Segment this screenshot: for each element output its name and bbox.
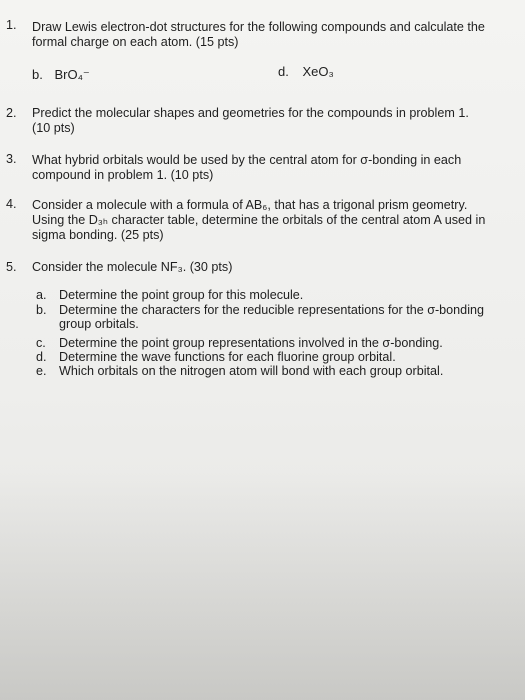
subpart-label: e. <box>36 364 47 378</box>
subpart-5c <box>36 336 516 351</box>
question-1 <box>6 18 525 50</box>
subpart-label: a. <box>36 288 47 302</box>
subpart-text <box>59 364 443 378</box>
part-label: b. <box>32 67 43 82</box>
subpart-label: c. <box>36 336 46 350</box>
subpart-5b <box>36 303 521 333</box>
question-number: 4. <box>6 197 17 211</box>
question-number: 1. <box>6 18 17 32</box>
question-line: Using the D₃ₕ character table, determine the orbitals of the central atom A used in <box>32 213 486 227</box>
part-formula: BrO₄⁻ <box>54 67 90 82</box>
subpart-line: Determine the wave functions for each fluorine group orbital. <box>59 350 396 364</box>
question-line: Consider the molecule NF₃. (30 pts) <box>32 260 233 274</box>
subpart-line: Which orbitals on the nitrogen atom will bond with each group orbital. <box>59 364 444 378</box>
photo-shadow <box>0 470 525 700</box>
subpart-text <box>59 303 484 331</box>
subpart-5e <box>36 364 516 379</box>
question-text <box>32 198 485 243</box>
part-1b <box>32 67 90 83</box>
question-4 <box>6 197 525 245</box>
question-5 <box>6 260 525 278</box>
question-line: Consider a molecule with a formula of AB₆, that has a trigonal prism geometry. <box>32 198 468 212</box>
question-line: formal charge on each atom. (15 pts) <box>32 35 239 49</box>
question-text <box>32 260 232 275</box>
question-line: Predict the molecular shapes and geometries for the compounds in problem 1. <box>32 106 469 120</box>
part-label: d. <box>278 64 289 79</box>
question-number: 3. <box>6 152 17 166</box>
subpart-line: Determine the point group for this molecule. <box>59 288 304 302</box>
subpart-5a <box>36 288 516 303</box>
question-line: What hybrid orbitals would be used by the central atom for σ-bonding in each <box>32 153 462 167</box>
subpart-5d <box>36 350 516 365</box>
subpart-text <box>59 350 396 364</box>
question-text <box>32 153 461 183</box>
subpart-text <box>59 336 443 350</box>
question-text <box>32 20 485 50</box>
subpart-line: Determine the point group representations involved in the σ-bonding. <box>59 336 443 350</box>
part-formula: XeO₃ <box>302 64 334 79</box>
question-line: compound in problem 1. (10 pts) <box>32 168 214 182</box>
question-text <box>32 106 469 136</box>
question-number: 2. <box>6 106 17 120</box>
question-number: 5. <box>6 260 17 274</box>
question-2 <box>6 106 525 138</box>
question-3 <box>6 152 525 184</box>
part-1d <box>278 64 334 79</box>
question-line: Draw Lewis electron-dot structures for the following compounds and calculate the <box>32 20 485 34</box>
subpart-line: Determine the characters for the reducible representations for the σ-bonding <box>59 303 484 317</box>
subpart-line: group orbitals. <box>59 317 139 331</box>
question-line: sigma bonding. (25 pts) <box>32 228 164 242</box>
subpart-text <box>59 288 303 302</box>
subpart-label: b. <box>36 303 47 317</box>
question-line: (10 pts) <box>32 121 75 135</box>
subpart-label: d. <box>36 350 47 364</box>
